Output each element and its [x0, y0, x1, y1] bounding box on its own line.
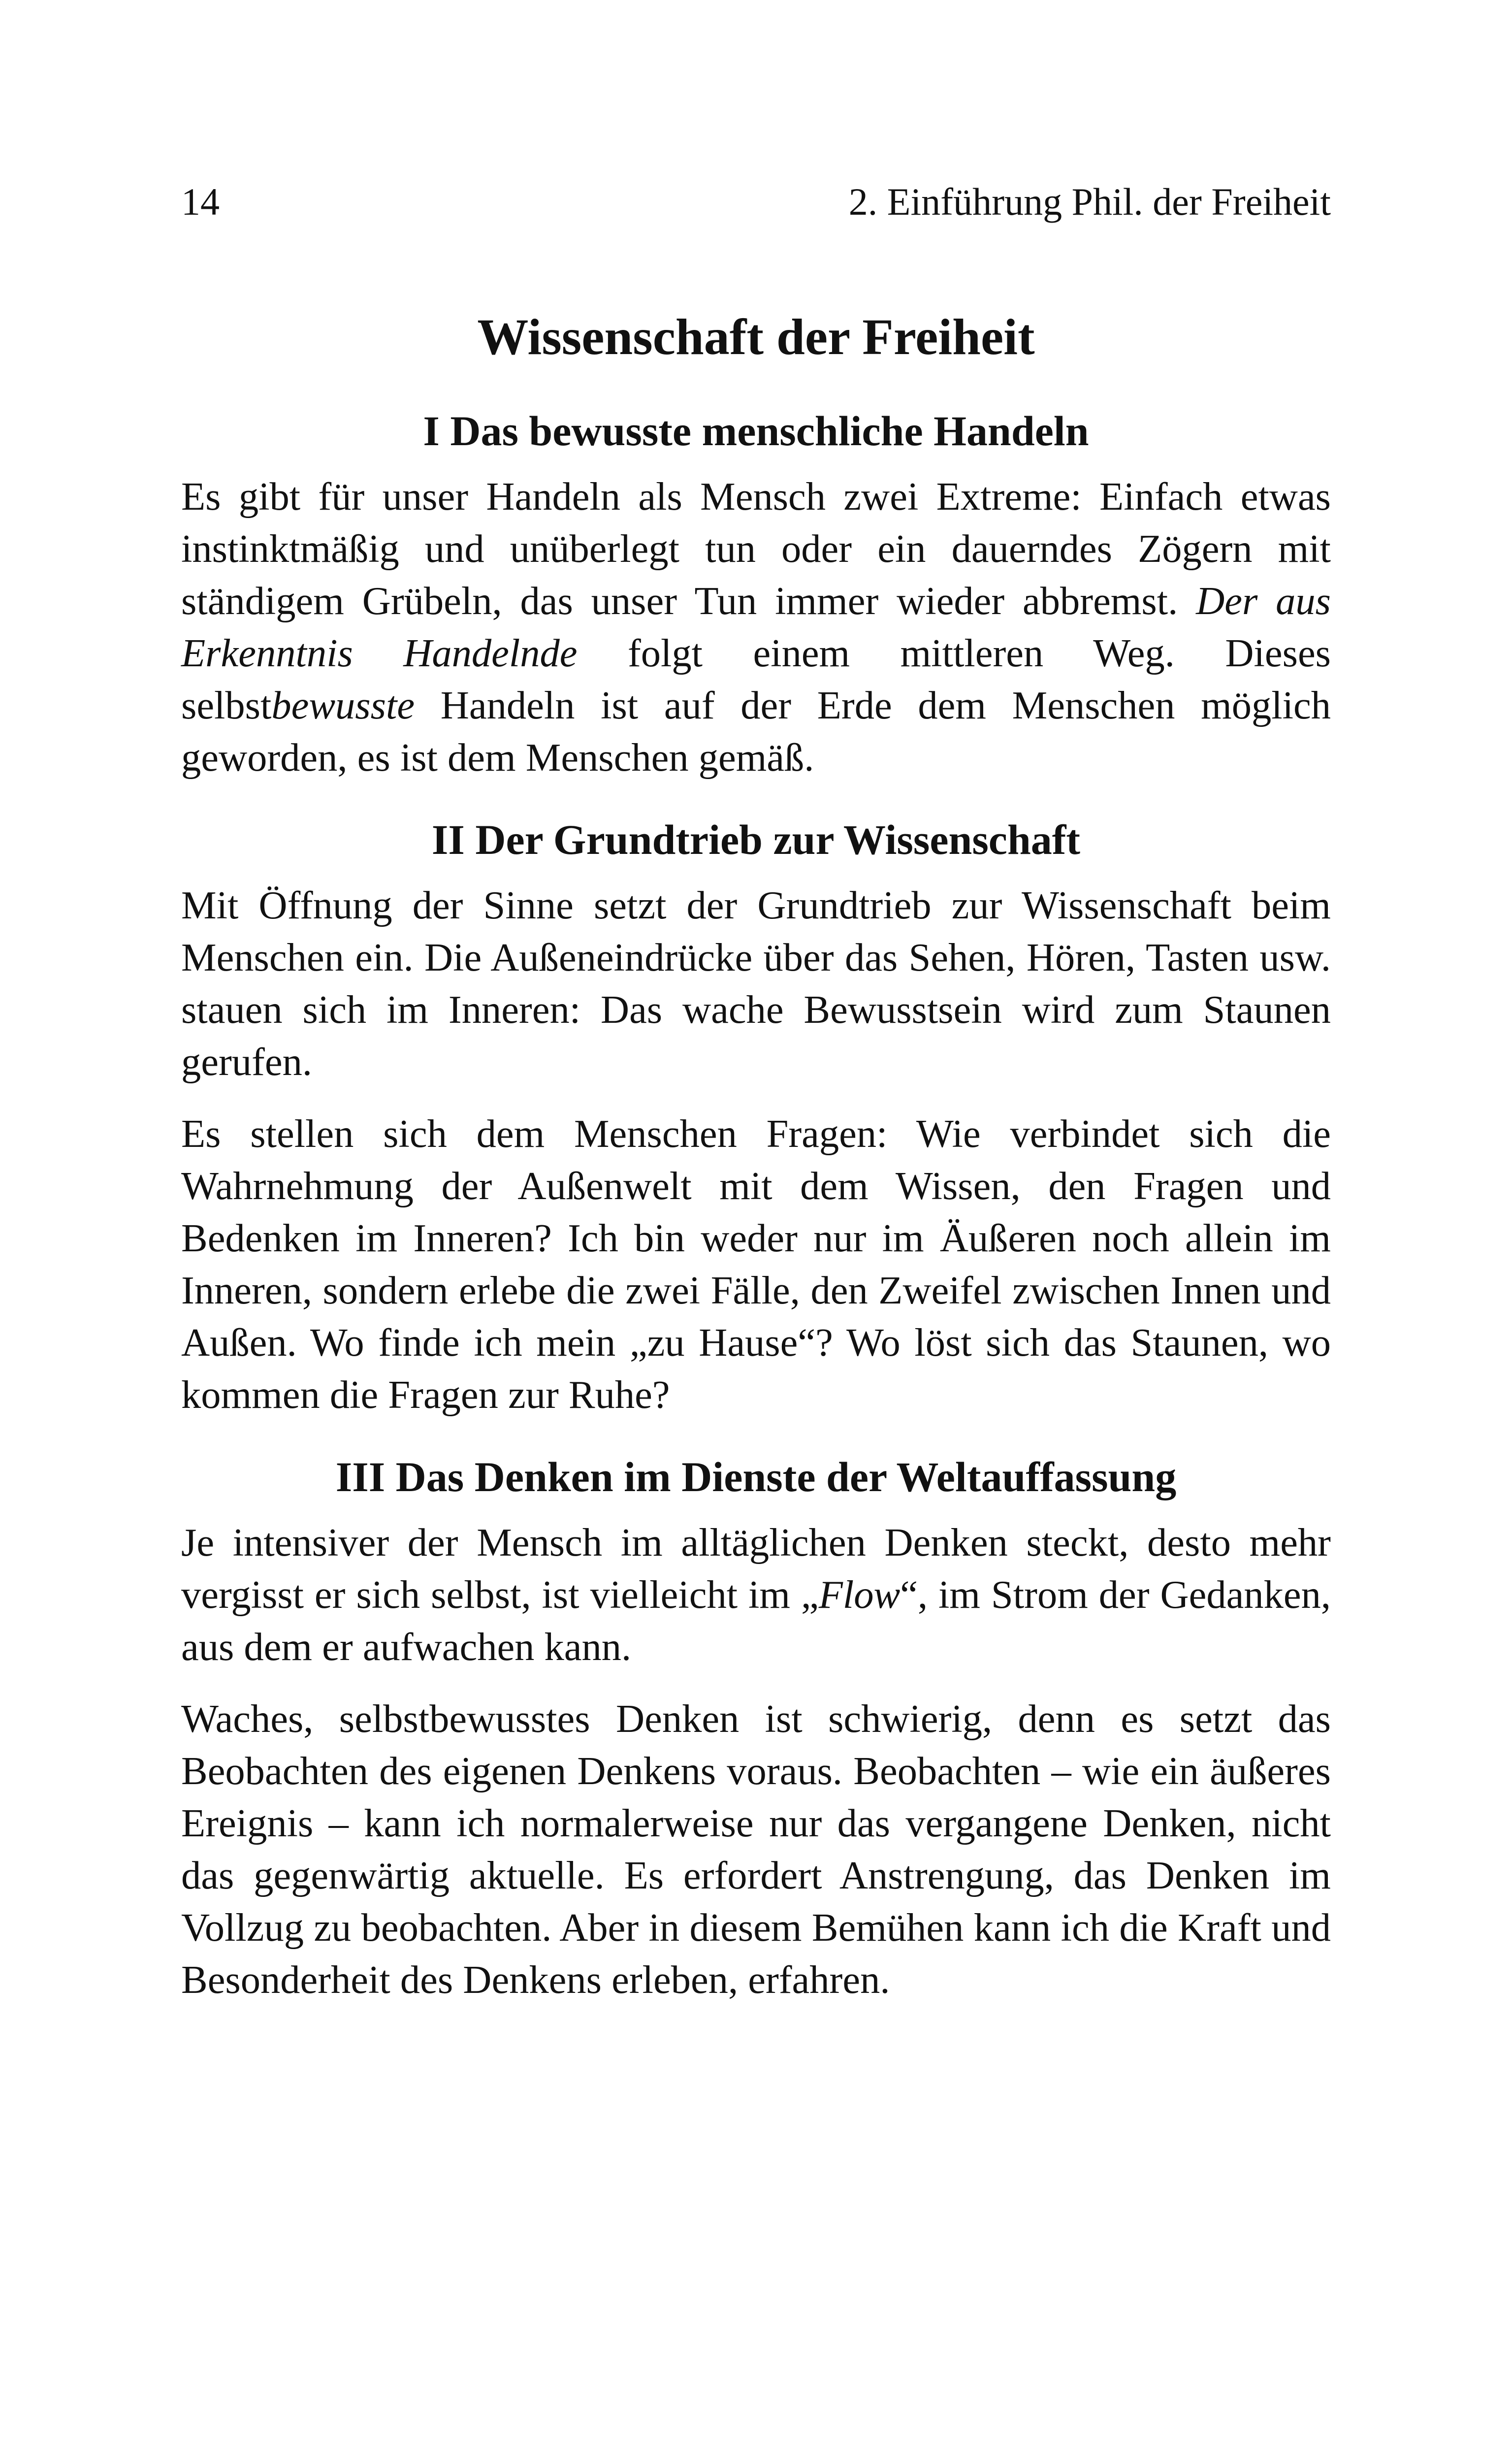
running-title: 2. Einführung Phil. der Freiheit [848, 180, 1331, 223]
text-run: “, im Strom der Gedanken, aus dem er aufwachen kann. [181, 1573, 1331, 1669]
chapter-title: Wissenschaft der Freiheit [477, 309, 1035, 365]
section-2-paragraph-1: Mit Öffnung der Sinne setzt der Grundtrieb zur Wissenschaft beim Menschen ein. Die Außeneindrücke über das Sehen, Hören, Tasten usw. stauen sich im Inneren: Das wache Bewusstsein wird zum Staunen gerufen. [181, 883, 1331, 1084]
section-3-paragraph-2: Waches, selbstbewusstes Denken ist schwierig, denn es setzt das Beobachten des eigenen Denkens voraus. Beobachten – wie ein äußeres Ereignis – kann ich normalerweise nur das vergangene Denken, nicht das gegenwärtig aktuelle. Es erfordert Anstrengung, das Denken im Vollzug zu beobachten. Aber in diesem Bemühen kann ich die Kraft und Besonderheit des Denkens erleben, erfahren. [181, 1697, 1331, 2002]
section-3-paragraph-1 [181, 1517, 1331, 1673]
text-run: Je intensiver der Mensch im alltäglichen Denken steckt, desto mehr vergisst er sich selbst, ist vielleicht im „ [181, 1521, 1331, 1617]
italic-text: Flow [818, 1573, 901, 1617]
section-heading-1: I Das bewusste menschliche Handeln [423, 407, 1089, 455]
section-1-paragraph-1 [181, 471, 1331, 784]
page-number: 14 [181, 180, 220, 223]
text-run: folgt einem mittleren Weg. Dieses selbst [181, 631, 1331, 727]
italic-text: bewusste [271, 684, 415, 727]
text-run: Handeln ist auf der Erde dem Menschen möglich geworden, es ist dem Menschen gemäß. [181, 684, 1331, 780]
page-content [181, 300, 1331, 2026]
italic-text: Der aus Erkenntnis Handelnde [181, 579, 1331, 675]
text-run: Es gibt für unser Handeln als Mensch zwei Extreme: Einfach etwas instinktmäßig und unüberlegt tun oder ein dauerndes Zögern mit ständigem Grübeln, das unser Tun immer wieder abbremst. [181, 475, 1331, 623]
section-heading-2: II Der Grundtrieb zur Wissenschaft [431, 816, 1081, 863]
section-2-paragraph-2: Es stellen sich dem Menschen Fragen: Wie verbindet sich die Wahrnehmung der Außenwelt mit dem Wissen, den Fragen und Bedenken im Inneren? Ich bin weder nur im Äußeren noch allein im Inneren, sondern erlebe die zwei Fälle, den Zweifel zwischen Innen und Außen. Wo finde ich mein „zu Hause“? Wo löst sich das Staunen, wo kommen die Fragen zur Ruhe? [181, 1112, 1331, 1417]
book-page [181, 0, 1331, 2443]
running-header [181, 172, 1331, 231]
section-heading-3: III Das Denken im Dienste der Weltauffassung [335, 1453, 1177, 1500]
